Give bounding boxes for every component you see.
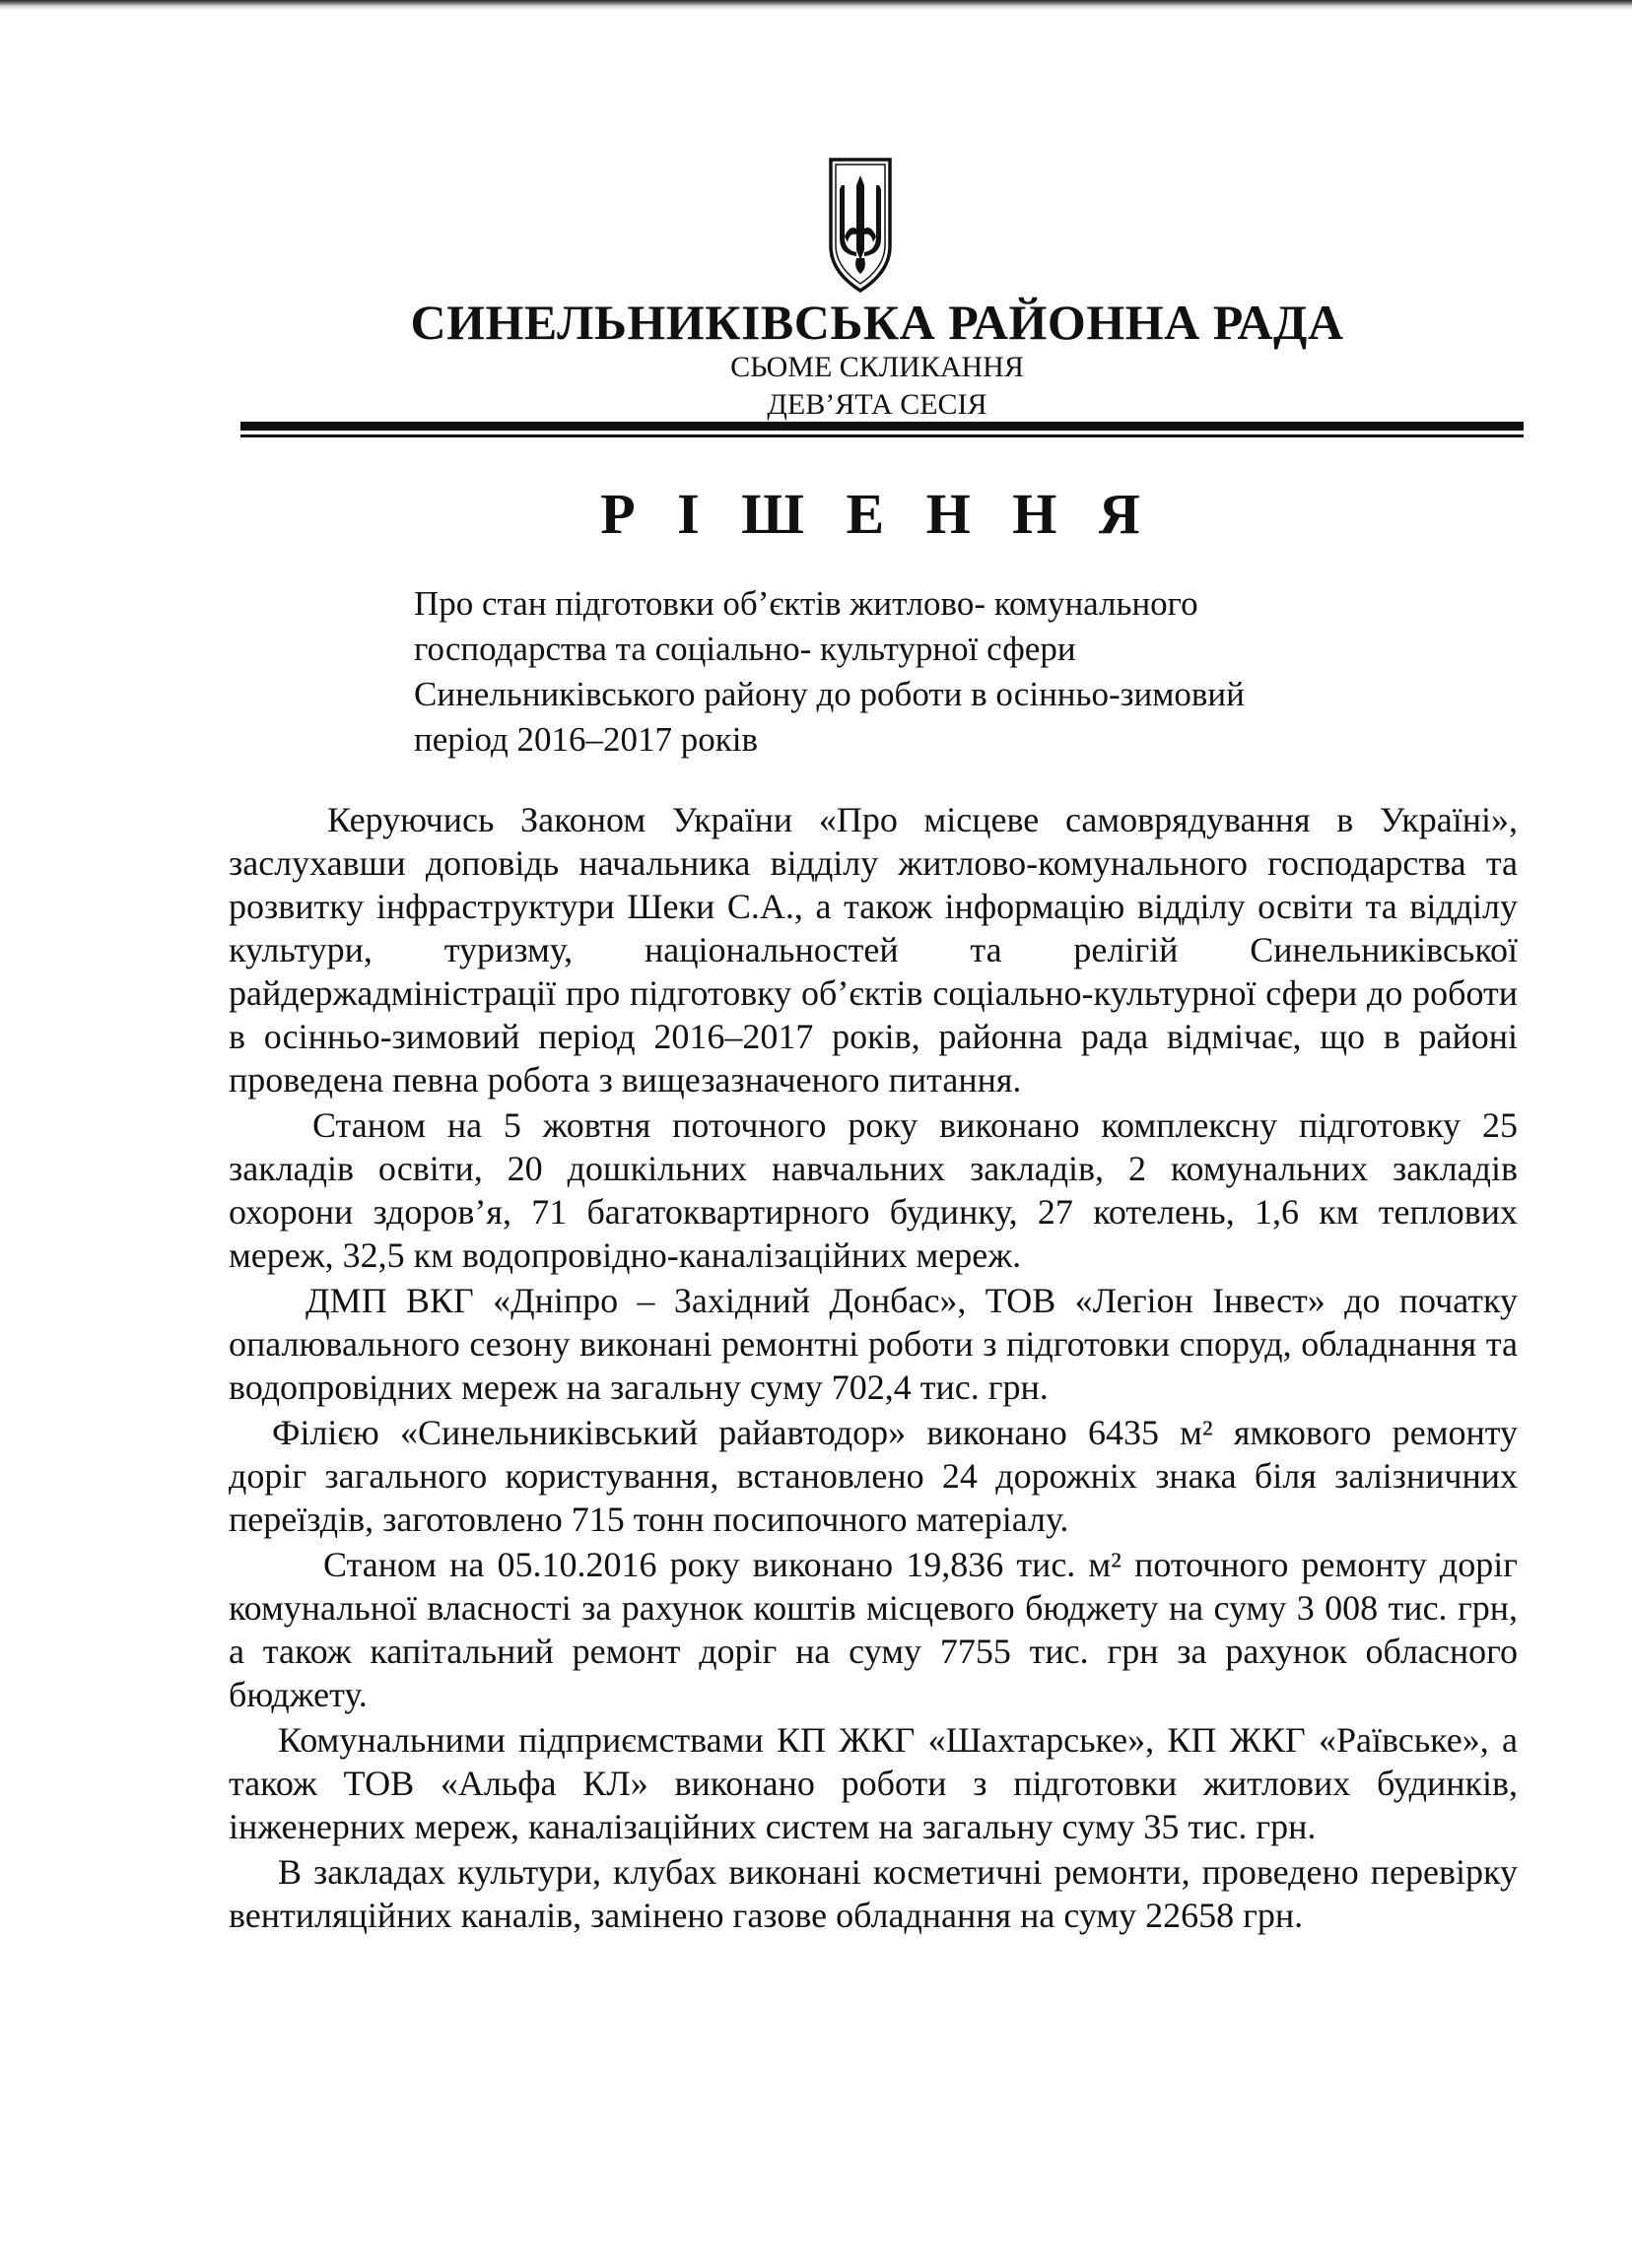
subject-line: період 2016–2017 років: [414, 720, 759, 759]
header-divider-thick: [240, 422, 1524, 431]
decision-body: [229, 798, 1518, 1939]
subject-line: Про стан підготовки об’єктів житлово- комунального: [414, 584, 1198, 623]
header-divider-thin: [240, 434, 1524, 437]
scan-edge: [0, 0, 1632, 10]
body-paragraph: Комунальними підприємствами КП ЖКГ «Шахтарське», КП ЖКГ «Раївське», а також ТОВ «Альфа КЛ» виконано роботи з підготовки житлових будинків, інженерних мереж, каналізаційних систем на загальну суму 35 тис. грн.: [229, 1720, 1518, 1846]
session-label: ДЕВ’ЯТА СЕСІЯ: [767, 388, 987, 421]
body-paragraph: Філією «Синельниківський райавтодор» виконано 6435 м² ямкового ремонту доріг загального користування, встановлено 24 дорожніх знака біля залізничних переїздів, заготовлено 715 тонн посипочного матеріалу.: [229, 1413, 1518, 1539]
body-paragraph: Керуючись Законом України «Про місцеве самоврядування в Україні», заслухавши доповідь начальника відділу житлово-комунального господарства та розвитку інфраструктури Шеки С.А., а також інформацію відділу освіти та відділу культури, туризму, національностей та релігій Синельниківської райдержадміністрації про підготовку об’єктів соціально-культурної сфери до роботи в осінньо-зимовий період 2016–2017 років, районна рада відмічає, що в районі проведена певна робота з вищезазначеного питання.: [229, 800, 1518, 1100]
body-paragraph: Станом на 05.10.2016 року виконано 19,836 тис. м² поточного ремонту доріг комунальної власності за рахунок коштів місцевого бюджету на суму 3 008 тис. грн, а також капітальний ремонт доріг на суму 7755 тис. грн за рахунок обласного бюджету.: [229, 1545, 1518, 1714]
body-paragraph: Станом на 5 жовтня поточного року виконано комплексну підготовку 25 закладів освіти, 20 дошкільних навчальних закладів, 2 комунальних закладів охорони здоров’я, 71 багатоквартирного будинку, 27 котелень, 1,6 км теплових мереж, 32,5 км водопровідно-каналізаційних мереж.: [229, 1105, 1518, 1275]
subject-line: Синельниківського району до роботи в осінньо-зимовий: [414, 675, 1245, 713]
decision-subject: [414, 581, 1399, 763]
convocation-label: СЬОМЕ СКЛИКАННЯ: [730, 351, 1024, 383]
council-name: СИНЕЛЬНИКІВСЬКА РАЙОННА РАДА: [410, 295, 1344, 350]
subject-line: господарства та соціально- культурної сфери: [414, 630, 1076, 668]
body-paragraph: ДМП ВКГ «Дніпро – Західний Донбас», ТОВ «Легіон Інвест» до початку опалювального сезону виконані ремонтні роботи з підготовки споруд, обладнання та водопровідних мереж на загальну суму 702,4 тис. грн.: [229, 1281, 1518, 1407]
document-title: Р І Ш Е Н Н Я: [600, 482, 1154, 546]
trident-emblem-icon: [828, 156, 893, 294]
body-paragraph: В закладах культури, клубах виконані косметичні ремонти, проведено перевірку вентиляційних каналів, замінено газове обладнання на суму 22658 грн.: [229, 1852, 1518, 1935]
